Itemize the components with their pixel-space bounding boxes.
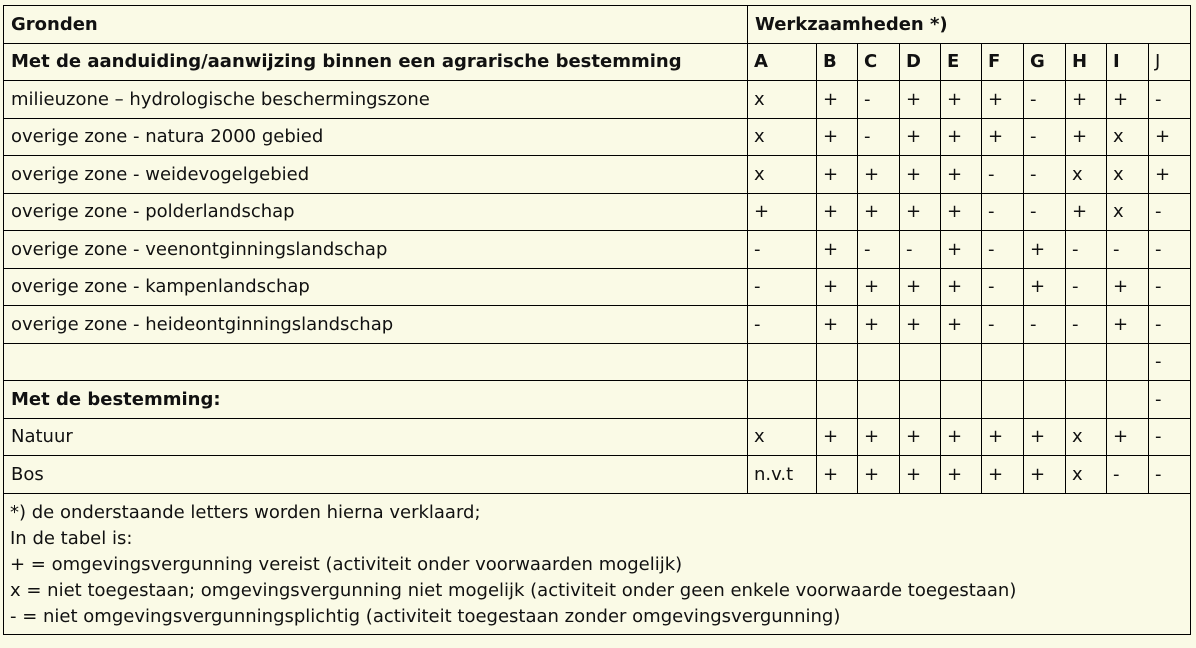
- table-cell: +: [858, 156, 900, 194]
- table-row: [4, 306, 1191, 344]
- table-cell: -: [1149, 418, 1191, 456]
- table-cell: x: [1107, 193, 1149, 231]
- notes-cell: [4, 493, 1191, 634]
- table-cell: -: [748, 268, 817, 306]
- table-cell: -: [858, 231, 900, 269]
- table-cell: +: [1107, 306, 1149, 344]
- note-line: x = niet toegestaan; omgevingsvergunning niet mogelijk (activiteit onder geen enkele voorwaarde toegestaan): [10, 579, 1017, 601]
- table-cell: +: [1149, 118, 1191, 156]
- table-row: [4, 381, 1191, 419]
- table-cell: [1107, 381, 1149, 419]
- table-cell: +: [817, 231, 858, 269]
- table-cell: [748, 343, 817, 381]
- table-cell: [858, 381, 900, 419]
- table-cell: +: [1107, 268, 1149, 306]
- table-cell: +: [858, 306, 900, 344]
- works-table: [3, 5, 1191, 635]
- table-cell: -: [1024, 156, 1066, 194]
- table-cell: -: [982, 156, 1024, 194]
- table-cell: +: [941, 118, 982, 156]
- table-row: [4, 343, 1191, 381]
- table-cell: -: [1024, 81, 1066, 119]
- table-cell: +: [982, 81, 1024, 119]
- table-cell: [1024, 381, 1066, 419]
- column-header: H: [1066, 43, 1107, 81]
- table-cell: +: [1107, 418, 1149, 456]
- column-header: A: [748, 43, 817, 81]
- column-header: D: [900, 43, 941, 81]
- table-cell: +: [817, 268, 858, 306]
- table-cell: x: [1107, 156, 1149, 194]
- row-label: overige zone - natura 2000 gebied: [4, 118, 748, 156]
- table-cell: [900, 381, 941, 419]
- row-label: overige zone - heideontginningslandschap: [4, 306, 748, 344]
- table-cell: -: [748, 306, 817, 344]
- table-cell: +: [817, 156, 858, 194]
- table-cell: x: [748, 156, 817, 194]
- subheader-row: [4, 43, 1191, 81]
- subheader-label: Met de aanduiding/aanwijzing binnen een agrarische bestemming: [4, 43, 748, 81]
- table-cell: -: [1024, 193, 1066, 231]
- column-header: C: [858, 43, 900, 81]
- table-cell: -: [1149, 381, 1191, 419]
- table-cell: +: [748, 193, 817, 231]
- table-cell: -: [858, 118, 900, 156]
- table-cell: +: [1066, 193, 1107, 231]
- table-cell: +: [1024, 268, 1066, 306]
- row-label: Bos: [4, 456, 748, 494]
- table-cell: -: [982, 306, 1024, 344]
- table-cell: -: [982, 268, 1024, 306]
- table-cell: [817, 343, 858, 381]
- table-cell: x: [748, 118, 817, 156]
- table-row: [4, 231, 1191, 269]
- table-row: [4, 456, 1191, 494]
- table-cell: x: [1066, 156, 1107, 194]
- table-cell: +: [900, 156, 941, 194]
- table-cell: -: [1024, 118, 1066, 156]
- table-cell: +: [941, 81, 982, 119]
- table-row: [4, 268, 1191, 306]
- table-cell: +: [1107, 81, 1149, 119]
- table-cell: -: [1107, 231, 1149, 269]
- notes-row: [4, 493, 1191, 634]
- table-row: [4, 156, 1191, 194]
- row-label: overige zone - weidevogelgebied: [4, 156, 748, 194]
- table-cell: +: [858, 418, 900, 456]
- table-cell: [982, 381, 1024, 419]
- table-cell: [1066, 381, 1107, 419]
- table-row: [4, 81, 1191, 119]
- table-cell: +: [941, 231, 982, 269]
- row-label: milieuzone – hydrologische beschermingszone: [4, 81, 748, 119]
- table-cell: -: [1149, 306, 1191, 344]
- table-cell: -: [900, 231, 941, 269]
- table-cell: +: [982, 118, 1024, 156]
- note-line: + = omgevingsvergunning vereist (activiteit onder voorwaarden mogelijk): [10, 553, 683, 575]
- table-cell: -: [1066, 306, 1107, 344]
- table-cell: +: [941, 418, 982, 456]
- table-cell: [1107, 343, 1149, 381]
- table-cell: x: [1066, 418, 1107, 456]
- row-label: Natuur: [4, 418, 748, 456]
- table-cell: -: [982, 231, 1024, 269]
- table-cell: +: [941, 306, 982, 344]
- table-cell: +: [982, 456, 1024, 494]
- table-cell: +: [858, 456, 900, 494]
- table-cell: -: [1107, 456, 1149, 494]
- row-label: overige zone - polderlandschap: [4, 193, 748, 231]
- table-cell: +: [1066, 118, 1107, 156]
- table-cell: [941, 381, 982, 419]
- header-works: Werkzaamheden *): [748, 6, 1191, 44]
- table-cell: [748, 381, 817, 419]
- table-cell: +: [900, 81, 941, 119]
- table-cell: +: [817, 193, 858, 231]
- table-cell: +: [1066, 81, 1107, 119]
- table-cell: +: [1149, 156, 1191, 194]
- table-cell: +: [900, 118, 941, 156]
- table-cell: x: [748, 81, 817, 119]
- table-cell: -: [1149, 456, 1191, 494]
- table-cell: +: [1024, 231, 1066, 269]
- row-label: overige zone - kampenlandschap: [4, 268, 748, 306]
- table-cell: +: [941, 193, 982, 231]
- column-header: I: [1107, 43, 1149, 81]
- table-cell: +: [858, 268, 900, 306]
- table-cell: +: [858, 193, 900, 231]
- header-row: [4, 6, 1191, 44]
- note-line: In de tabel is:: [10, 527, 133, 549]
- table-cell: +: [941, 156, 982, 194]
- column-header: J: [1149, 43, 1191, 81]
- table-cell: [982, 343, 1024, 381]
- table-cell: [858, 343, 900, 381]
- table-cell: [817, 381, 858, 419]
- table-cell: +: [1024, 418, 1066, 456]
- table-cell: +: [817, 418, 858, 456]
- table-cell: -: [748, 231, 817, 269]
- table-cell: -: [1149, 343, 1191, 381]
- row-label: [4, 343, 748, 381]
- table-cell: n.v.t: [748, 456, 817, 494]
- table-cell: x: [748, 418, 817, 456]
- table-cell: +: [817, 118, 858, 156]
- table-cell: +: [1024, 456, 1066, 494]
- table-row: [4, 193, 1191, 231]
- table-cell: +: [982, 418, 1024, 456]
- table-cell: x: [1107, 118, 1149, 156]
- table-row: [4, 118, 1191, 156]
- note-line: *) de onderstaande letters worden hierna verklaard;: [10, 501, 481, 523]
- table-cell: -: [1024, 306, 1066, 344]
- row-label: overige zone - veenontginningslandschap: [4, 231, 748, 269]
- table-cell: +: [900, 456, 941, 494]
- table-cell: x: [1066, 456, 1107, 494]
- table-cell: [941, 343, 982, 381]
- table-cell: +: [817, 306, 858, 344]
- table-cell: +: [900, 306, 941, 344]
- column-header: F: [982, 43, 1024, 81]
- table-cell: -: [1149, 81, 1191, 119]
- row-label: Met de bestemming:: [4, 381, 748, 419]
- table-cell: +: [900, 193, 941, 231]
- table-cell: +: [941, 268, 982, 306]
- table-cell: [1024, 343, 1066, 381]
- table-cell: +: [900, 268, 941, 306]
- table-row: [4, 418, 1191, 456]
- table-cell: -: [1149, 231, 1191, 269]
- column-header: G: [1024, 43, 1066, 81]
- table-cell: -: [858, 81, 900, 119]
- table-cell: [1066, 343, 1107, 381]
- header-grounds: Gronden: [4, 6, 748, 44]
- column-header: B: [817, 43, 858, 81]
- note-line: - = niet omgevingsvergunningsplichtig (activiteit toegestaan zonder omgevingsvergunning): [10, 605, 841, 627]
- table-cell: -: [1149, 268, 1191, 306]
- table-cell: [900, 343, 941, 381]
- column-header: E: [941, 43, 982, 81]
- table-cell: +: [900, 418, 941, 456]
- table-wrapper: [3, 5, 1190, 635]
- table-cell: -: [982, 193, 1024, 231]
- table-cell: +: [817, 81, 858, 119]
- table-cell: +: [817, 456, 858, 494]
- table-cell: -: [1149, 193, 1191, 231]
- table-cell: -: [1066, 231, 1107, 269]
- table-cell: -: [1066, 268, 1107, 306]
- table-cell: +: [941, 456, 982, 494]
